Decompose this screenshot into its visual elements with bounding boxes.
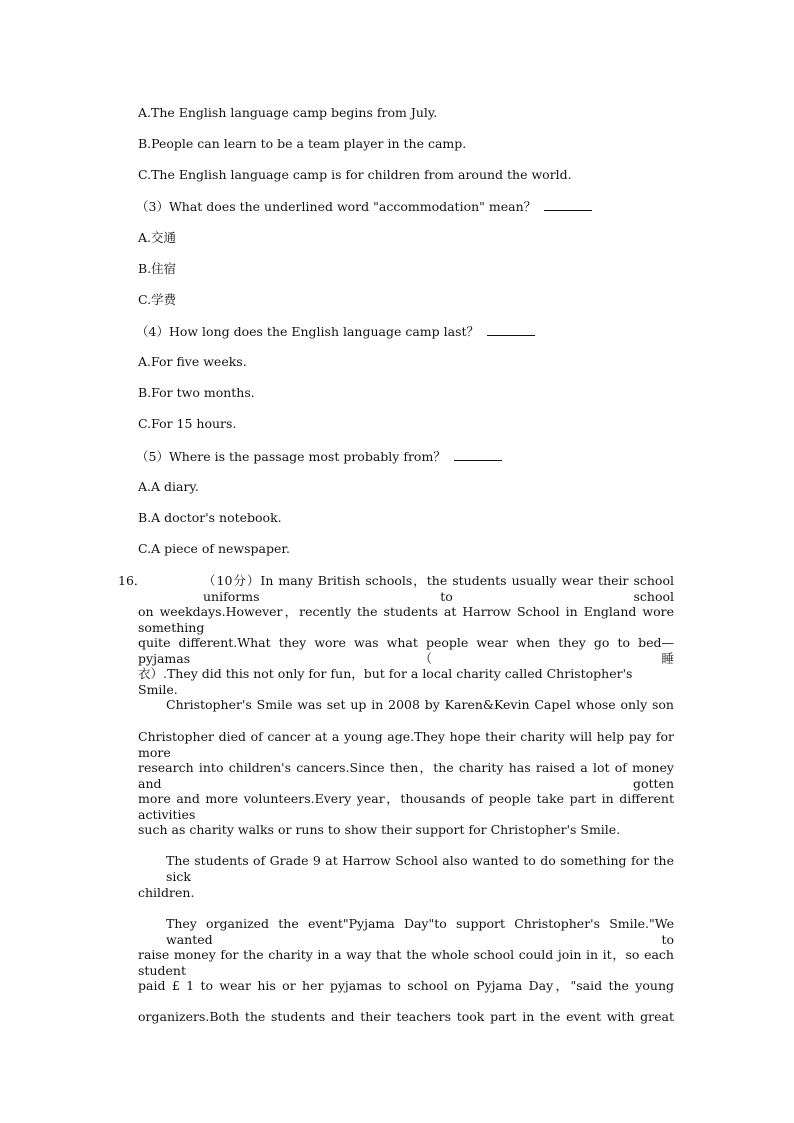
- q2-option-c: C.The English language camp is for children from around the world.: [138, 167, 572, 182]
- q3-option-c: C.学费: [138, 292, 177, 307]
- q5-option-a: A.A diary.: [138, 479, 199, 494]
- q4-option-b: B.For two months.: [138, 385, 255, 400]
- passage-paragraph-2: Christopher died of cancer at a young age.They hope their charity will help pay for more research into children's cancers.Since then，the charity has raised a lot of money and gotten more and more volunteers.Every year，thousands of people take part in different activities such as charity walks or runs to show their support for Christopher's Smile.: [138, 729, 674, 837]
- passage-paragraph-3: children.: [138, 885, 195, 900]
- q3-stem: （3）What does the underlined word "accommodation" mean？: [136, 198, 592, 215]
- passage-paragraph-4: raise money for the charity in a way that the whole school could join in it，so each student paid £ 1 to wear his or her pyjamas to school on Pyjama Day，"said the young organizers.Both the students and their teachers took part in the event with great: [138, 947, 674, 1024]
- answer-blank: [544, 198, 592, 211]
- passage-paragraph-3-first: The students of Grade 9 at Harrow School also wanted to do something for the sick: [166, 853, 674, 884]
- passage-paragraph-1: on weekdays.However，recently the students at Harrow School in England wore something quite different.What they wore was what people wear when they go to bed— pyjamas（睡 衣）.They did this not only for fun，but for a local charity called Christopher's Smile.: [138, 604, 674, 697]
- passage-paragraph-2-first: Christopher's Smile was set up in 2008 by Karen&Kevin Capel whose only son: [166, 697, 674, 712]
- q5-option-b: B.A doctor's notebook.: [138, 510, 282, 525]
- q2-option-a: A.The English language camp begins from July.: [138, 105, 438, 120]
- q2-option-b: B.People can learn to be a team player in the camp.: [138, 136, 467, 151]
- q4-option-a: A.For five weeks.: [138, 354, 247, 369]
- answer-blank: [487, 323, 535, 336]
- q3-option-a: A.交通: [138, 230, 177, 245]
- passage-paragraph-4-first: They organized the event"Pyjama Day"to support Christopher's Smile."We wanted to: [166, 916, 674, 947]
- passage-line-1: （10分）In many British schools，the students usually wear their school uniforms to school: [203, 573, 674, 604]
- answer-blank: [454, 448, 502, 461]
- q5-option-c: C.A piece of newspaper.: [138, 541, 290, 556]
- q5-stem: （5）Where is the passage most probably from？: [136, 448, 502, 465]
- question-number: 16．: [118, 573, 147, 588]
- q3-option-b: B.住宿: [138, 261, 177, 276]
- q4-stem: （4）How long does the English language camp last？: [136, 323, 535, 340]
- q4-option-c: C.For 15 hours.: [138, 416, 237, 431]
